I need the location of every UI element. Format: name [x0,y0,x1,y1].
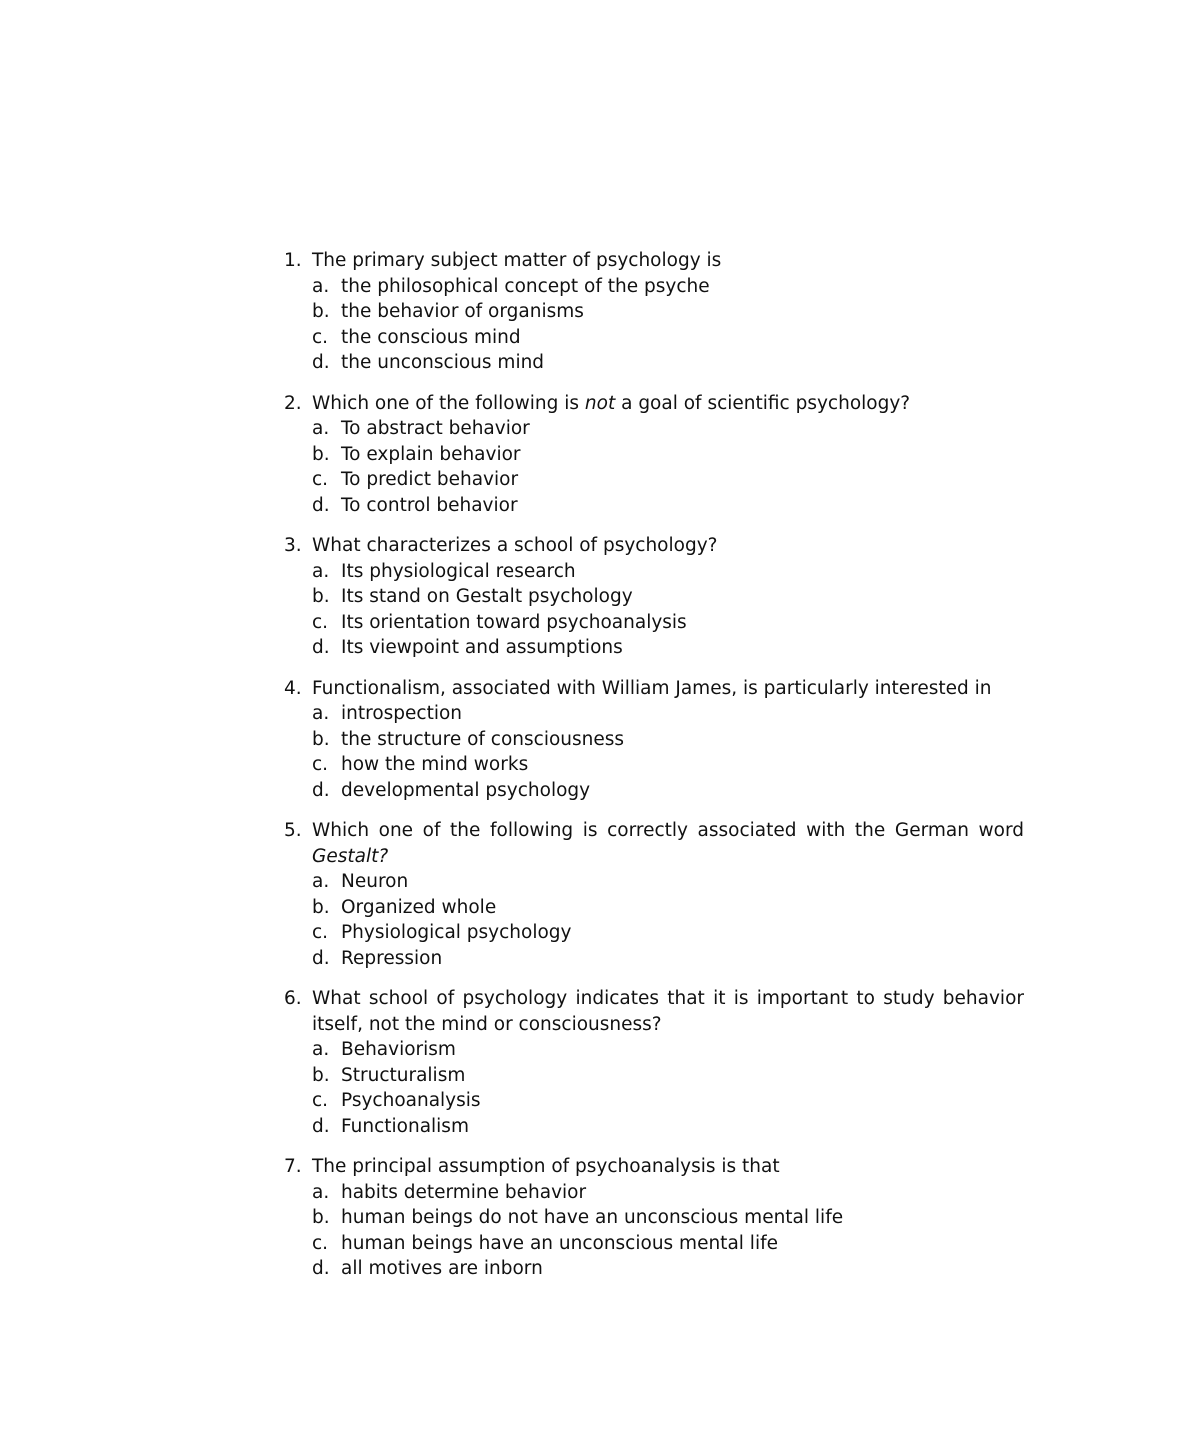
option-text: all motives are inborn [341,1258,543,1279]
option-a [284,274,1024,300]
option-letter: a. [312,703,330,724]
option-letter: b. [312,728,330,750]
question-number: 5. [284,820,302,841]
option-text: how the mind works [341,754,529,775]
question-emphasis: not [584,392,616,414]
option-a [284,869,1024,895]
option-letter: a. [312,1039,330,1060]
question-2 [284,391,1024,519]
option-c [284,1231,1024,1257]
option-letter: b. [312,896,330,918]
question-text [312,818,1024,869]
option-letter: c. [312,1090,329,1111]
option-letter: c. [312,754,329,775]
option-text: habits determine behavior [341,1181,587,1203]
option-c [284,467,1024,493]
option-letter: d. [312,637,330,658]
option-a [284,1037,1024,1063]
question-emphasis: Gestalt? [312,845,389,867]
question-text-part: Which one of the following is correctly associated with the German word [312,820,1024,841]
option-d [284,1114,1024,1140]
option-b [284,895,1024,921]
option-c [284,752,1024,778]
option-letter: b. [312,586,330,607]
option-b [284,442,1024,468]
question-stem [284,533,1024,559]
option-text: human beings do not have an unconscious mental life [341,1207,844,1228]
question-number: 6. [284,988,302,1009]
question-4 [284,676,1024,804]
question-7 [284,1154,1024,1282]
option-text: Its orientation toward psychoanalysis [341,611,687,633]
option-b [284,1063,1024,1089]
question-3 [284,533,1024,661]
option-text: the behavior of organisms [341,301,584,322]
option-letter: a. [312,1181,330,1203]
option-letter: d. [312,352,330,373]
option-a [284,1180,1024,1206]
option-text: To explain behavior [341,443,521,465]
question-text-part: Which one of the following is [312,392,585,414]
question-stem [284,818,1024,869]
option-letter: c. [312,1232,329,1254]
option-text: Its stand on Gestalt psychology [341,586,633,607]
question-stem [284,676,1024,702]
question-text-part: Functionalism, associated with William James, is particularly interested in [312,677,992,699]
question-text-part: What characterizes a school of psychology? [312,535,718,556]
question-5 [284,818,1024,971]
question-number: 2. [284,392,302,414]
question-stem [284,391,1024,417]
option-letter: c. [312,469,329,490]
option-letter: c. [312,922,329,943]
option-c [284,920,1024,946]
option-letter: d. [312,1115,330,1137]
option-text: To predict behavior [341,469,519,490]
option-letter: c. [312,326,329,348]
option-d [284,635,1024,661]
option-letter: b. [312,1064,330,1086]
option-b [284,1205,1024,1231]
question-stem [284,1154,1024,1180]
question-text [312,533,1024,559]
option-b [284,584,1024,610]
option-text: Its viewpoint and assumptions [341,637,623,658]
option-d [284,350,1024,376]
option-letter: b. [312,1207,330,1228]
option-text: To abstract behavior [341,418,530,439]
option-letter: b. [312,301,330,322]
option-text: Structuralism [341,1064,466,1086]
option-letter: a. [312,871,330,892]
option-text: developmental psychology [341,779,591,801]
option-text: Neuron [341,871,409,892]
option-text: Its physiological research [341,560,576,582]
question-stem [284,986,1024,1037]
option-text: Repression [341,947,443,969]
option-text: the structure of consciousness [341,728,625,750]
option-letter: b. [312,443,330,465]
option-letter: d. [312,947,330,969]
question-text [312,1154,1024,1180]
option-b [284,727,1024,753]
option-letter: a. [312,560,330,582]
option-d [284,1256,1024,1282]
option-letter: d. [312,779,330,801]
option-a [284,701,1024,727]
option-c [284,610,1024,636]
question-number: 7. [284,1156,302,1177]
question-text-part: a goal of scientific psychology? [615,392,911,414]
question-1 [284,248,1024,376]
option-text: To control behavior [341,494,518,516]
option-text: Physiological psychology [341,922,572,943]
question-text [312,676,1024,702]
question-number: 3. [284,535,302,556]
option-text: Organized whole [341,896,497,918]
option-text: introspection [341,703,463,724]
option-a [284,416,1024,442]
question-text-part: The principal assumption of psychoanalysis is that [312,1156,780,1177]
option-text: the unconscious mind [341,352,545,373]
option-d [284,778,1024,804]
option-c [284,325,1024,351]
question-6 [284,986,1024,1139]
option-letter: d. [312,1258,330,1279]
question-text [312,986,1024,1037]
question-number: 4. [284,677,302,699]
option-letter: a. [312,418,330,439]
quiz-page [284,248,1024,1297]
option-letter: d. [312,494,330,516]
option-d [284,493,1024,519]
question-text-part: What school of psychology indicates that it is important to study behavior itself, not the mind or consciousness? [312,988,1024,1035]
question-text [312,391,1024,417]
option-letter: a. [312,275,330,297]
question-stem [284,248,1024,274]
option-c [284,1088,1024,1114]
option-text: the philosophical concept of the psyche [341,275,710,297]
question-text [312,248,1024,274]
question-text-part: The primary subject matter of psychology is [312,250,722,271]
option-text: Psychoanalysis [341,1090,481,1111]
option-a [284,559,1024,585]
option-letter: c. [312,611,329,633]
option-text: Behaviorism [341,1039,456,1060]
option-d [284,946,1024,972]
option-text: human beings have an unconscious mental life [341,1232,778,1254]
option-text: Functionalism [341,1115,469,1137]
question-number: 1. [284,250,302,271]
option-b [284,299,1024,325]
option-text: the conscious mind [341,326,521,348]
